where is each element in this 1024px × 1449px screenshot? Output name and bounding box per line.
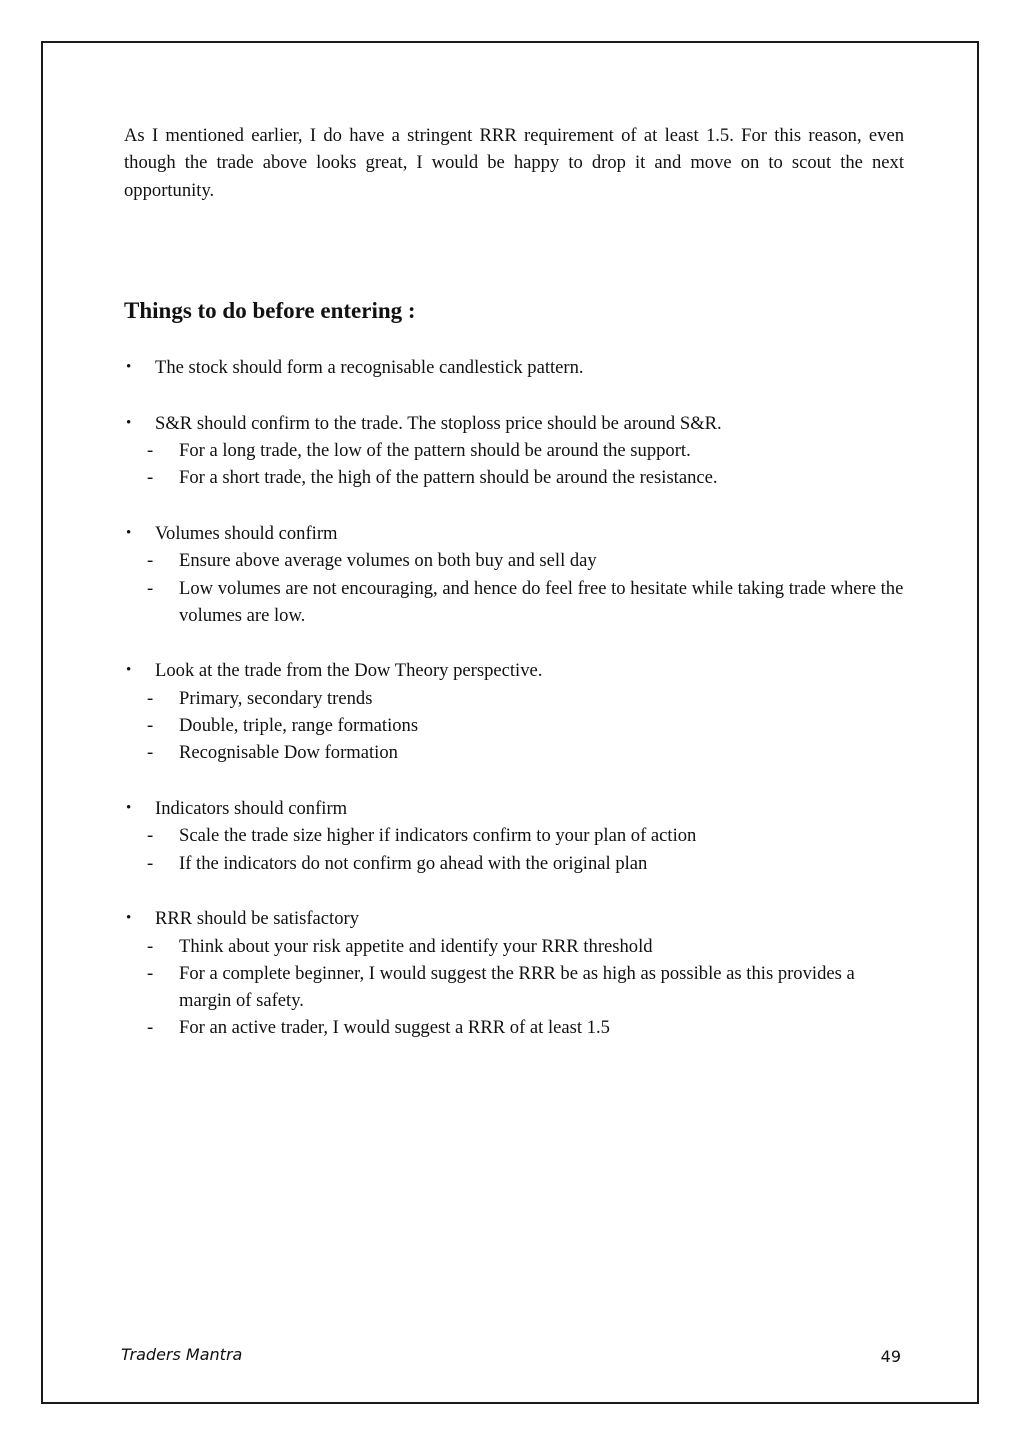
dash-icon: - — [147, 467, 154, 489]
bullet-group — [124, 657, 904, 766]
sub-item — [124, 822, 904, 849]
bullet-icon: • — [126, 414, 132, 431]
dash-icon: - — [147, 687, 154, 709]
sub-item-text: If the indicators do not confirm go ahead with the original plan — [179, 852, 648, 874]
sub-item — [124, 575, 904, 630]
dash-icon: - — [147, 715, 154, 737]
sub-list — [124, 437, 904, 492]
sub-item-text: Double, triple, range formations — [179, 715, 419, 737]
dash-icon: - — [147, 825, 154, 847]
sub-list — [124, 685, 904, 767]
checklist — [124, 354, 904, 1070]
bullet-text: S&R should confirm to the trade. The stoploss price should be around S&R. — [155, 412, 722, 434]
bullet-text: RRR should be satisfactory — [155, 907, 359, 929]
bullet-icon: • — [126, 359, 132, 375]
bullet-item — [124, 354, 904, 382]
dash-icon: - — [147, 577, 154, 599]
sub-item — [124, 1014, 904, 1041]
bullet-icon: • — [126, 524, 132, 541]
bullet-group — [124, 905, 904, 1042]
dash-icon: - — [147, 440, 154, 462]
sub-item — [124, 547, 904, 574]
bullet-group — [124, 795, 904, 877]
bullet-icon: • — [126, 799, 132, 816]
sub-item-text: For a complete beginner, I would suggest the RRR be as high as possible as this provides a margin of safety. — [179, 962, 855, 1012]
bullet-text: Indicators should confirm — [155, 797, 348, 819]
bullet-group — [124, 354, 904, 382]
sub-list — [124, 547, 904, 629]
sub-list — [124, 933, 904, 1042]
bullet-text: Look at the trade from the Dow Theory perspective. — [155, 660, 543, 682]
sub-item-text: Recognisable Dow formation — [179, 742, 398, 764]
sub-item — [124, 739, 904, 766]
sub-item-text: Primary, secondary trends — [179, 687, 373, 709]
sub-item — [124, 960, 904, 1015]
sub-item — [124, 464, 904, 491]
page-number: 49 — [880, 1347, 901, 1366]
dash-icon: - — [147, 852, 154, 874]
sub-item — [124, 437, 904, 464]
dash-icon: - — [147, 962, 154, 984]
sub-item-text: Low volumes are not encouraging, and hence do feel free to hesitate while taking trade where the volumes are low. — [179, 577, 904, 626]
sub-item — [124, 685, 904, 712]
footer-title: Traders Mantra — [121, 1345, 243, 1364]
sub-item-text: Scale the trade size higher if indicators confirm to your plan of action — [179, 825, 697, 847]
sub-item-text: For a short trade, the high of the pattern should be around the resistance. — [179, 467, 718, 489]
bullet-group — [124, 410, 904, 492]
bullet-item — [124, 657, 904, 685]
sub-item-text: Think about your risk appetite and identify your RRR threshold — [179, 935, 653, 957]
bullet-text: Volumes should confirm — [155, 522, 338, 544]
sub-item-text: Ensure above average volumes on both buy and sell day — [179, 550, 597, 572]
dash-icon: - — [147, 1017, 154, 1039]
bullet-item — [124, 410, 904, 438]
bullet-item — [124, 520, 904, 548]
sub-item — [124, 712, 904, 739]
sub-item-text: For a long trade, the low of the pattern should be around the support. — [179, 440, 691, 462]
dash-icon: - — [147, 935, 154, 957]
bullet-text: The stock should form a recognisable candlestick pattern. — [155, 357, 584, 378]
section-heading: Things to do before entering : — [124, 298, 416, 323]
bullet-icon: • — [126, 662, 132, 679]
sub-item — [124, 933, 904, 960]
sub-list — [124, 822, 904, 877]
dash-icon: - — [147, 742, 154, 764]
dash-icon: - — [147, 550, 154, 572]
sub-item — [124, 850, 904, 877]
sub-item-text: For an active trader, I would suggest a RRR of at least 1.5 — [179, 1017, 610, 1039]
bullet-item — [124, 905, 904, 933]
bullet-icon: • — [126, 909, 132, 926]
intro-paragraph: As I mentioned earlier, I do have a stringent RRR requirement of at least 1.5. For this reason, even though the trade above looks great, I would be happy to drop it and move on to scout the next opportunity. — [124, 125, 904, 201]
bullet-item — [124, 795, 904, 823]
bullet-group — [124, 520, 904, 629]
